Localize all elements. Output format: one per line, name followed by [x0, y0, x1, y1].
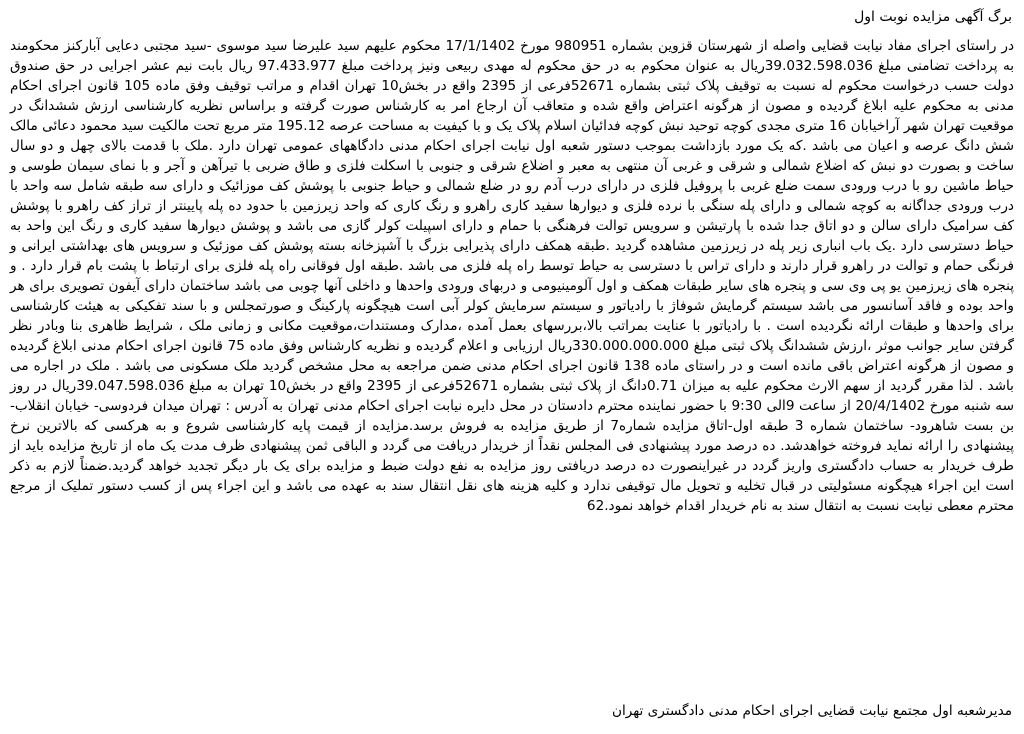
notice-body: در راستای اجرای مفاد نیابت قضایی واصله از شهرستان قزوین بشماره 980951 مورخ 17/1/1402 محکوم علیهم سید علیرضا سید موسوی -سید مجتبی دعایی آبارکنز محکومند به پرداخت تضامنی مبلغ 39.032.598.036ریال به عنوان محکوم به در حق محکوم له مهدی ربیعی ونیز پرداخت مبلغ 97.433.977 ریال بابت نیم عشر اجرایی در حق صندوق دولت حسب درخواست محکوم له نسبت به توقیف پلاک ثبتی بشماره 52671فرعی از 2395 واقع در بخش10 تهران اقدام و مراتب توقیف وفق ماده 105 قانون اجرای احکام مدنی به محکوم علیه ابلاغ گردیده و مصون از هرگونه اعتراض واقع شده و متعاقب آن ارجاع امر به کارشناس صورت گرفته و براساس نظریه کارشناسی ارزش ششدانگ در موقعیت تهران شهر آراخیابان 16 متری مجدی کوچه توحید نبش کوچه فدائیان اسلام پلاک یک و با کیفیت به مساحت عرصه 195.12 متر مربع تحت مالکیت سید محمود دعائی مالک شش دانگ عرصه و اعیان می باشد .که یک مورد بازداشت بموجب دستور شعبه اول نیابت اجرای احکام مدنی دادگاههای عمومی تهران دارد .ملک با قدمت بالای چهل و دو سال ساخت و بصورت دو نبش که اضلاع شمالی و شرقی و غربی آن منتهی به معبر و اضلاع شرقی و جنوبی با اسکلت فلزی و طاق ضربی با تیرآهن و آجر و با نمای سیمان طوسی و حیاط ماشین رو با درب ورودی سمت ضلع غربی با پروفیل فلزی در دارای درب آدم رو در ضلع شمالی و حیاط جنوبی با پوشش کف موزائیک و دارای سه طبقه شامل سه واحد با درب ورودی جداگانه به کوچه شمالی و دارای پله سنگی با نرده فلزی و دیوارها سفید کاری راهرو و رنگ کاری که واحد زیرزمین با حدود ده پله پایینتر از تراز کف راهرو با پوشش کف سرامیک دارای سالن و دو اتاق جدا شده با پارتیشن و سرویس توالت فرهنگی با حمام و دارای اسپیلت کولر گازی می باشد و پوشش دیوارها سفید کاری و رنگ این واحد به حیاط دسترسی دارد .یک باب انباری زیر پله در زیرزمین مشاهده گردید .طبقه همکف دارای پذیرایی بزرگ با آشپزخانه بسته پوشش کف موزئیک و سرویس های بهداشتی ایرانی و فرنگی حمام و توالت در راهرو قرار دارند و دارای تراس با دسترسی به حیاط توسط راه پله فلزی می باشد .طبقه اول فوقانی راه پله فلزی برای ارتباط با پشت بام قرار دارد . و پنجره های زیرزمین یو پی وی سی و پنجره های سایر طبقات همکف و اول آلومینیومی و دربهای ورودی واحدها و داخلی آنها چوبی می باشد ساختمان دارای آیفون تصویری برای هر واحد بوده و فاقد آسانسور می باشد سیستم گرمایش شوفاژ با رادیاتور و سیستم سرمایش کولر آبی است هیچگونه پارکینگ و صورتمجلس و با سند تفکیکی به هیئت کارشناسی برای واحدها و طبقات ارائه نگردیده است . با رادیاتور با عنایت بمراتب بالا،بررسهای بعمل آمده ،مدارک ومستندات،موقعیت مکانی و زمانی ملک ، شرایط ظاهری بنا وبادر نظر گرفتن سایر جوانب موثر ،ارزش ششدانگ پلاک ثبتی مبلغ 330.000.000.000ریال ارزیابی و اعلام گردیده و نظریه کارشناس وفق ماده 75 قانون اجرای احکام مدنی ابلاغ گردیده و مصون از هرگونه اعتراض باقی مانده است و در راستای ماده 138 قانون اجرای احکام مدنی ضمن مراجعه به محل مشخص گردید ملک مسکونی می باشد . ملک در اجاره می باشد . لذا مقرر گردید از سهم الارث محکوم علیه به میزان 0.71دانگ از پلاک ثبتی بشماره 52671فرعی از 2395 واقع در بخش10 تهران به مبلغ 39.047.598.036ریال در روز سه شنبه مورخ 20/4/1402 از ساعت 9الی 9:30 با حضور نماینده محترم دادستان در محل دایره نیابت اجرای احکام مدنی تهران به آدرس : تهران میدان فردوسی- خیابان انقلاب- بن بست شاهرود- ساختمان شماره 3 طبقه اول-اتاق مزایده شماره7 از طریق مزایده به فروش برسد.مزایده از قیمت پایه کارشناسی شروع و به هرکسی که بالاترین نرخ پیشنهادی را ارائه نماید فروخته خواهدشد. ده درصد مورد پیشنهادی فی المجلس نقداً از خریدار دریافت می گردد و الباقی ثمن پیشنهادی ظرف مدت یک ماه از تاریخ مزایده باید از طرف خریدار به حساب دادگستری واریز گردد در غیراینصورت ده درصد دریافتی روز مزایده به نفع دولت ضبط و مزایده برای یک بار دیگر تجدید خواهد گردید.ضمناً لازم به ذکر است این اجراء هیچگونه مسئولیتی در قبال تخلیه و تحویل مال توقیفی ندارد و کلیه هزینه های نقل انتقال سند به عهده می باشد و این اجراء پس از کسب دستور تملیک از مرجع محترم معطی نیابت نسبت به انتقال سند به نام خریدار اقدام خواهد نمود.62	[10, 38, 1015, 514]
notice-title: برگ آگهی مزایده نوبت اول	[854, 9, 1012, 25]
notice-signature: مدیرشعبه اول مجتمع نیابت قضایی اجرای احکام مدنی دادگستری تهران	[611, 703, 1012, 719]
